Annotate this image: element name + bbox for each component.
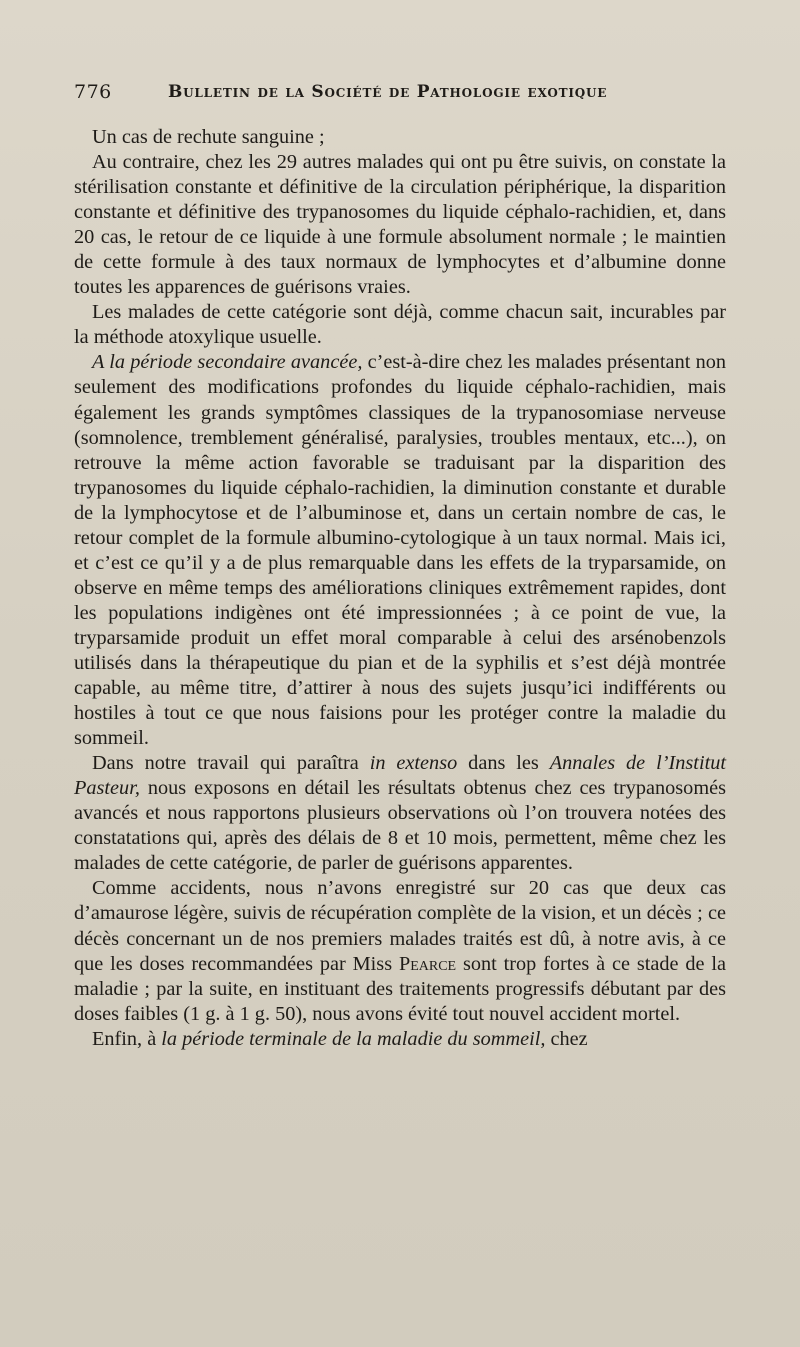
text-run: Comme accidents, nous n’avons enregistré sur 20 cas que deux cas d’amaurose légère, suivis de récupération complète de la vision, et un décès ; ce décès concernant un de nos premiers malades traités est dû, à notre avis, à ce que les doses recommandées par Miss xyxy=(74,877,726,975)
italic-phrase: in extenso xyxy=(369,752,458,775)
text-run: Un cas de rechute sanguine ; xyxy=(92,126,325,148)
paragraph-p6 xyxy=(74,876,726,1026)
paragraph-p3 xyxy=(74,300,726,350)
paragraph-p5 xyxy=(74,751,726,876)
italic-phrase: A la période secondaire avancée, xyxy=(92,351,363,374)
text-run: dans les xyxy=(457,752,550,775)
italic-phrase: la période terminale de la maladie du sommeil, xyxy=(161,1027,546,1050)
text-run: sont trop fortes à ce stade de la maladie ; par la suite, en instituant des traitements progressifs débutant par des doses faibles (1 g. à 1 g. 50), nous avons évité tout nouvel accident mortel. xyxy=(74,952,726,1025)
italic-phrase: Annales de l’Institut Pasteur, xyxy=(74,752,726,800)
paragraph-p1 xyxy=(74,125,726,150)
text-run: Dans notre travail qui paraîtra xyxy=(92,752,370,775)
author-name: Pearce xyxy=(398,952,457,975)
text-run: Les malades de cette catégorie sont déjà, comme chacun sait, incurables par la méthode atoxylique usuelle. xyxy=(74,301,726,349)
running-title: Bulletin de la Société de Pathologie exotique xyxy=(168,82,608,102)
page-header xyxy=(74,80,730,104)
text-run: nous exposons en détail les résultats obtenus chez ces trypanosomés avancés et nous rapportons plusieurs observations où l’on trouvera notées des constatations qui, après des délais de 8 et 10 mois, permettent, même chez les malades de cette catégorie, de parler de guérisons apparentes. xyxy=(74,777,726,875)
paragraph-p4 xyxy=(74,350,726,751)
paragraph-p7 xyxy=(74,1027,726,1052)
text-run: c’est-à-dire chez les malades présentant non seulement des modifications profondes du liquide céphalo-rachidien, mais également les grands symptômes classiques de la trypanosomiase nerveuse (somnolence, tremblement généralisé, paralysies, troubles mentaux, etc...), on retrouve la même action favorable se traduisant par la disparition des trypanosomes du liquide céphalo-rachidien, la diminution constante et durable de la lymphocytose et de l’albuminose et, dans un certain nombre de cas, le retour complet de la formule albumino-cytologique à un taux normal. Mais ici, et c’est ce qu’il y a de plus remarquable dans les effets de la tryparsamide, on observe en même temps des améliorations cliniques extrêmement rapides, dont les populations indigènes ont été impressionnées ; à ce point de vue, la tryparsamide produit un effet moral comparable à celui des arsénobenzols utilisés dans la thérapeutique du pian et de la syphilis et s’est déjà montrée capable, au même titre, d’attirer à nous des sujets jusqu’ici indifférents ou hostiles à tout ce que nous faisions pour les protéger contre la maladie du sommeil. xyxy=(74,351,726,750)
body-text xyxy=(74,125,726,1052)
text-run: chez xyxy=(545,1027,588,1050)
page-number: 776 xyxy=(74,81,112,103)
paragraph-p2 xyxy=(74,150,726,300)
text-run: Au contraire, chez les 29 autres malades qui ont pu être suivis, on constate la stérilisation constante et définitive de la circulation périphérique, la disparition constante et définitive des trypanosomes du liquide céphalo-rachidien, et, dans 20 cas, le retour de ce liquide à une formule absolument normale ; le maintien de cette formule à des taux normaux de lymphocytes et d’albumine donne toutes les apparences de guérisons vraies. xyxy=(74,151,726,299)
text-run: Enfin, à xyxy=(92,1027,162,1050)
